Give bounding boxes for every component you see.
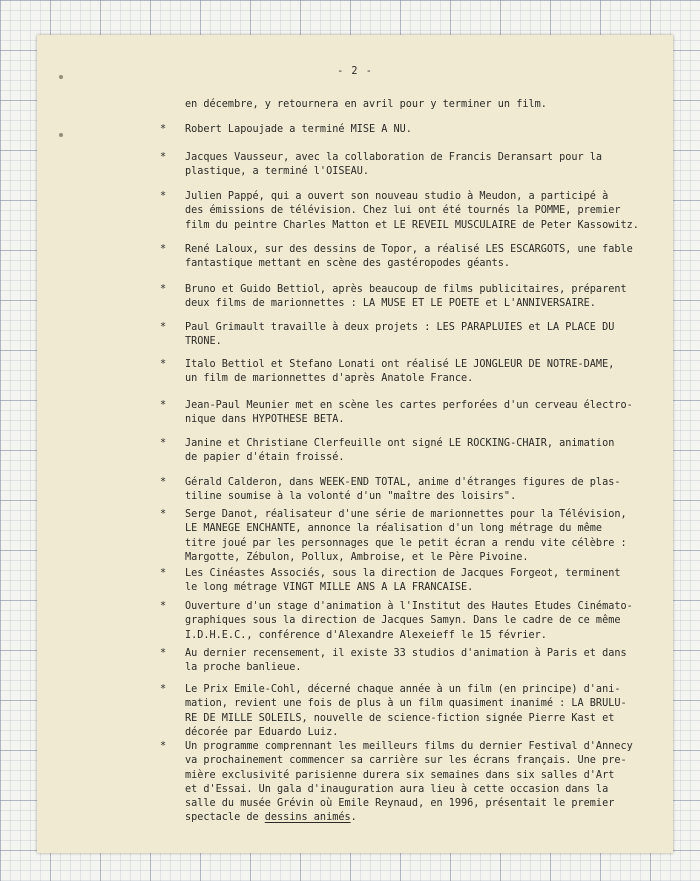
bullet-star: * [160,601,167,612]
bullet-star: * [160,322,167,333]
bullet-star: * [160,477,167,488]
document-page [37,35,673,853]
bullet-star: * [160,568,167,579]
bullet-star: * [160,741,167,752]
news-item-text: Un programme comprennant les meilleurs films du dernier Festival d'Annecy va prochainement commencer sa carrière sur les écrans français. Une pre- mière exclusivité parisienne durera six semaines dans six salles d'Art et d'Essai. Un gala d'inauguration aura lieu à cette occasion dans la salle du musée Grévin où Emile Reynaud, en 1996, présentait le premier spectacle de dessins animés. [185,741,633,824]
document-text [37,35,673,853]
page-number: - 2 - [337,66,373,77]
bullet-star: * [160,684,167,695]
bullet-star: * [160,400,167,411]
news-item-text: Italo Bettiol et Stefano Lonati ont réalisé LE JONGLEUR DE NOTRE-DAME, un film de marionnettes d'après Anatole France. [185,359,615,385]
news-item-text: Jacques Vausseur, avec la collaboration de Francis Deransart pour la plastique, a terminé l'OISEAU. [185,152,603,178]
bullet-star: * [160,152,167,163]
continuation-line: en décembre, y retournera en avril pour y terminer un film. [185,99,547,110]
bullet-star: * [160,124,167,135]
news-item-text: Les Cinéastes Associés, sous la direction de Jacques Forgeot, terminent le long métrage VINGT MILLE ANS A LA FRANCAISE. [185,568,621,594]
news-item-text: Gérald Calderon, dans WEEK-END TOTAL, anime d'étranges figures de plas- tiline soumise à la volonté d'un "maître des loisirs". [185,477,621,503]
news-item-text: Ouverture d'un stage d'animation à l'Institut des Hautes Etudes Cinémato- graphiques sous la direction de Jacques Samyn. Dans le cadre de ce même I.D.H.E.C., conférence d'Alexandre Alexeieff le 15 février. [185,601,633,641]
news-item-text: Au dernier recensement, il existe 33 studios d'animation à Paris et dans la proche banlieue. [185,648,627,674]
bullet-star: * [160,284,167,295]
news-item-text: Bruno et Guido Bettiol, après beaucoup de films publicitaires, préparent deux films de marionnettes : LA MUSE ET LE POETE et L'ANNIVERSAIRE. [185,284,627,310]
underlined-words: dessins animés [264,812,351,824]
news-item-text: Janine et Christiane Clerfeuille ont signé LE ROCKING-CHAIR, animation de papier d'étain froissé. [185,438,615,464]
bullet-star: * [160,191,167,202]
bullet-star: * [160,359,167,370]
bullet-star: * [160,509,167,520]
bullet-star: * [160,244,167,255]
news-item-text: Robert Lapoujade a terminé MISE A NU. [185,124,412,135]
news-item-text: Jean-Paul Meunier met en scène les cartes perforées d'un cerveau électro- nique dans HYPOTHESE BETA. [185,400,633,426]
news-item-text: René Laloux, sur des dessins de Topor, a réalisé LES ESCARGOTS, une fable fantastique mettant en scène des gastéropodes géants. [185,244,633,270]
news-item-text: Serge Danot, réalisateur d'une série de marionnettes pour la Télévision, LE MANEGE ENCHANTE, annonce la réalisation d'un long métrage du même titre joué par les personnages que le petit écran a rendu vite célèbre : Margotte, Zébulon, Pollux, Ambroise, et le Père Pivoine. [185,509,627,563]
news-item-text: Le Prix Emile-Cohl, décerné chaque année à un film (en principe) d'ani- mation, revient une fois de plus à un film quasiment inanimé : LA BRULU- RE DE MILLE SOLEILS, nouvelle de science-fiction signée Pierre Kast et décorée par Eduardo Luiz. [185,684,627,738]
news-item-text: Paul Grimault travaille à deux projets : LES PARAPLUIES et LA PLACE DU TRONE. [185,322,615,348]
news-item-text: Julien Pappé, qui a ouvert son nouveau studio à Meudon, a participé à des émissions de télévision. Chez lui ont été tournés la POMME, premier film du peintre Charles Matton et LE REVEIL MUSCULAIRE de Peter Kassowitz. [185,191,639,231]
bullet-star: * [160,438,167,449]
bullet-star: * [160,648,167,659]
